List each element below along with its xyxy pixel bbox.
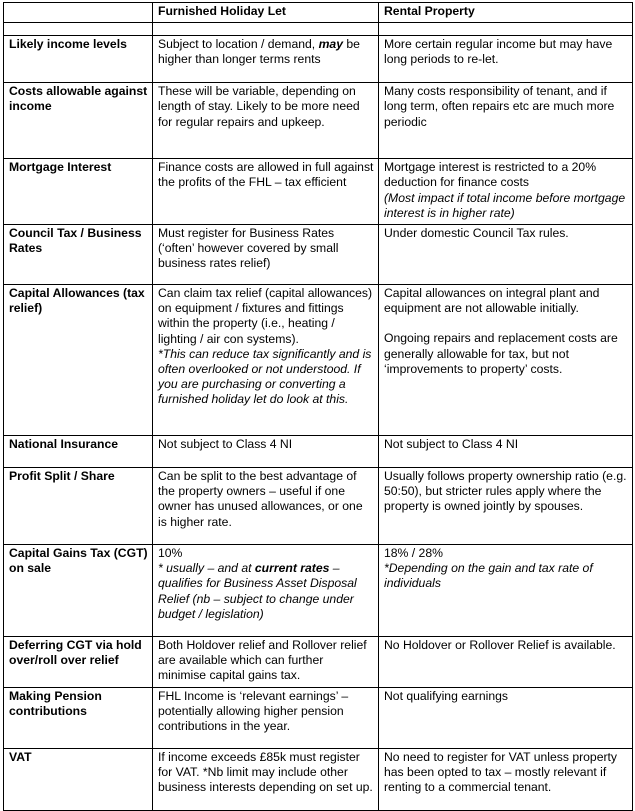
fhl-cell: Finance costs are allowed in full against the profits of the FHL – tax efficient bbox=[153, 159, 379, 225]
row-council bbox=[4, 225, 633, 285]
rental-cell: Usually follows property ownership ratio (e.g. 50:50), but stricter rules apply where the property is owned jointly by spouses. bbox=[379, 468, 633, 545]
row-vat bbox=[4, 748, 633, 810]
row-deferring bbox=[4, 637, 633, 688]
fhl-cell: Can be split to the best advantage of the property owners – useful if one owner has unused allowances, or one is higher rate. bbox=[153, 468, 379, 545]
row-label: National Insurance bbox=[4, 436, 153, 468]
row-mortgage bbox=[4, 159, 633, 225]
rental-cell: Many costs responsibility of tenant, and if long term, often repairs etc are much more periodic bbox=[379, 83, 633, 159]
row-label: Costs allowable against income bbox=[4, 83, 153, 159]
row-label: Capital Gains Tax (CGT) on sale bbox=[4, 545, 153, 637]
header-blank bbox=[4, 3, 153, 23]
fhl-cell: Subject to location / demand, may be higher than longer terms rents bbox=[153, 36, 379, 83]
rental-cell: No need to register for VAT unless property has been opted to tax – mostly relevant if renting to a commercial tenant. bbox=[379, 748, 633, 810]
fhl-cell: Must register for Business Rates (‘often’ however covered by small business rates relief) bbox=[153, 225, 379, 285]
rental-cell: Capital allowances on integral plant and equipment are not allowable initially. Ongoing repairs and replacement costs are generally allowable for tax, but not ‘improvements to property’ costs. bbox=[379, 285, 633, 436]
rental-cell: Under domestic Council Tax rules. bbox=[379, 225, 633, 285]
fhl-cell: Can claim tax relief (capital allowances) on equipment / fixtures and fittings within the property (i.e., heating / lighting / air con systems). *This can reduce tax significantly and is often overlooked or not understood. If you are purchasing or converting a furnished holiday let do look at this. bbox=[153, 285, 379, 436]
header-rental: Rental Property bbox=[379, 3, 633, 23]
fhl-cell: 10% * usually – and at current rates – qualifies for Business Asset Disposal Relief (nb – subject to change under budget / legislation) bbox=[153, 545, 379, 637]
header-row bbox=[4, 3, 633, 23]
row-label: Capital Allowances (tax relief) bbox=[4, 285, 153, 436]
rental-cell: More certain regular income but may have long periods to re-let. bbox=[379, 36, 633, 83]
rental-cell: Not qualifying earnings bbox=[379, 687, 633, 748]
row-label: Deferring CGT via hold over/roll over relief bbox=[4, 637, 153, 688]
spacer-row bbox=[4, 23, 633, 36]
row-capital-allowances bbox=[4, 285, 633, 436]
row-costs bbox=[4, 83, 633, 159]
row-label: Making Pension contributions bbox=[4, 687, 153, 748]
row-label: Likely income levels bbox=[4, 36, 153, 83]
row-label: VAT bbox=[4, 748, 153, 810]
comparison-table bbox=[3, 2, 633, 811]
fhl-cell: Not subject to Class 4 NI bbox=[153, 436, 379, 468]
rental-cell: 18% / 28% *Depending on the gain and tax rate of individuals bbox=[379, 545, 633, 637]
rental-cell: Not subject to Class 4 NI bbox=[379, 436, 633, 468]
row-label: Profit Split / Share bbox=[4, 468, 153, 545]
row-cgt bbox=[4, 545, 633, 637]
row-income bbox=[4, 36, 633, 83]
row-pension bbox=[4, 687, 633, 748]
fhl-cell: If income exceeds £85k must register for VAT. *Nb limit may include other business interests depending on set up. bbox=[153, 748, 379, 810]
fhl-cell: Both Holdover relief and Rollover relief are available which can further minimise capital gains tax. bbox=[153, 637, 379, 688]
fhl-cell: These will be variable, depending on length of stay. Likely to be more need for regular repairs and upkeep. bbox=[153, 83, 379, 159]
rental-cell: No Holdover or Rollover Relief is available. bbox=[379, 637, 633, 688]
row-ni bbox=[4, 436, 633, 468]
fhl-cell: FHL Income is ‘relevant earnings’ – potentially allowing higher pension contributions in the year. bbox=[153, 687, 379, 748]
row-label: Council Tax / Business Rates bbox=[4, 225, 153, 285]
rental-cell: Mortgage interest is restricted to a 20% deduction for finance costs (Most impact if total income before mortgage interest is in higher rate) bbox=[379, 159, 633, 225]
header-fhl: Furnished Holiday Let bbox=[153, 3, 379, 23]
row-label: Mortgage Interest bbox=[4, 159, 153, 225]
row-profit-split bbox=[4, 468, 633, 545]
